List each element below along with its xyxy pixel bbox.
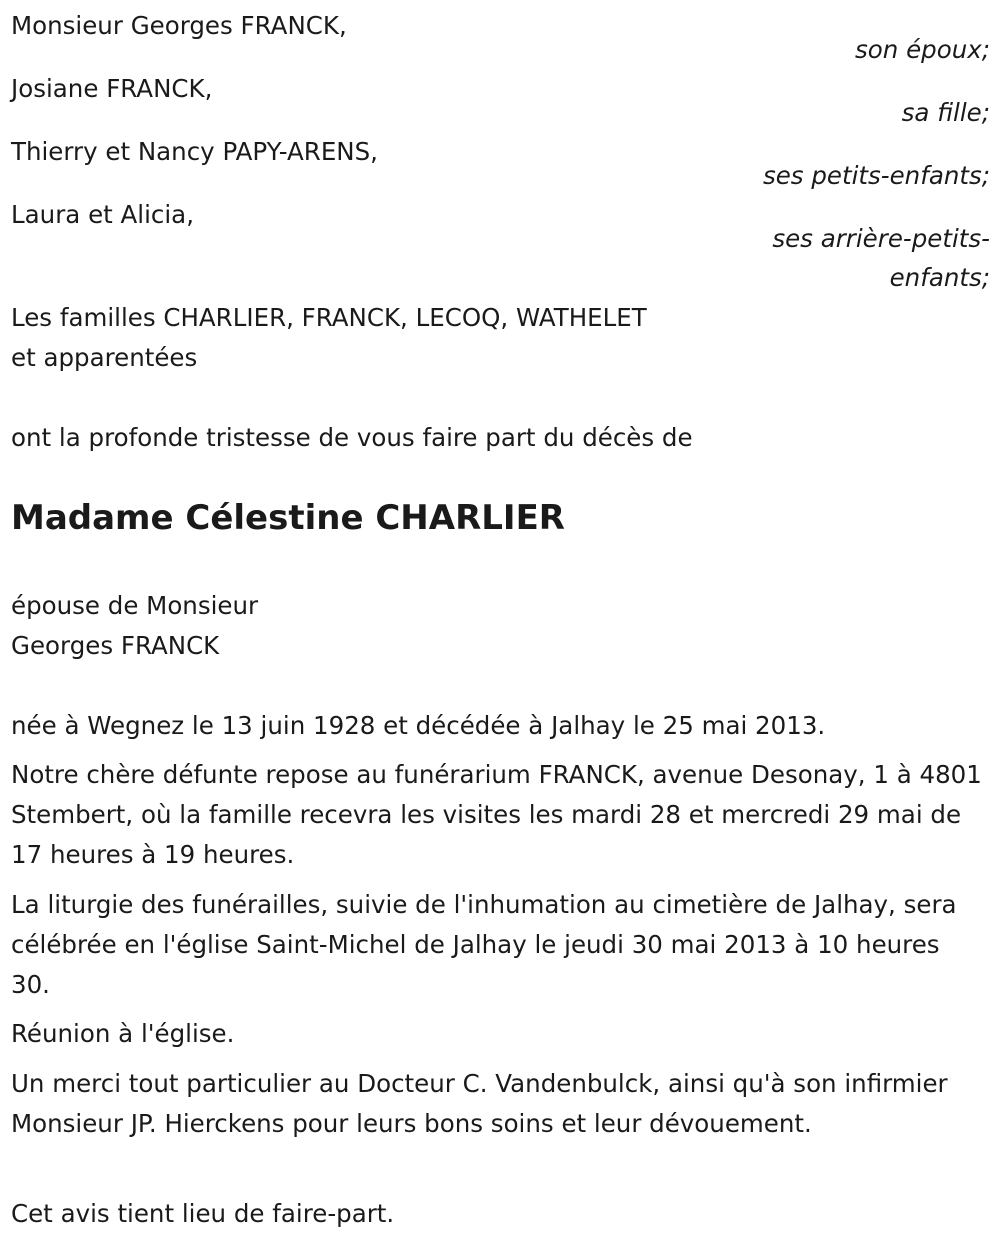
family-relation-2: sa fille; [901,98,990,127]
paragraph-meeting: Réunion à l'église. [11,1019,235,1048]
family-name-3: Thierry et Nancy PAPY-ARENS, [11,137,378,166]
spouse-line-1: épouse de Monsieur [11,591,259,620]
announcement: ont la profonde tristesse de vous faire part du décès de [11,423,693,452]
family-relation-3: ses petits-enfants; [762,161,990,190]
paragraph-liturgy: La liturgie des funérailles, suivie de l'inhumation au cimetière de Jalhay, sera célébrée en l'église Saint-Michel de Jalhay le jeudi 30 mai 2013 à 10 heures 30. [11,890,957,999]
spouse-line-2: Georges FRANCK [11,631,220,660]
family-relation-1: son époux; [855,35,990,64]
family-name-2: Josiane FRANCK, [11,74,213,103]
family-relation-4a: ses arrière-petits- [772,224,990,253]
family-relation-4b: enfants; [889,263,990,292]
paragraph-birth-death: née à Wegnez le 13 juin 1928 et décédée à Jalhay le 25 mai 2013. [11,711,826,740]
family-name-1: Monsieur Georges FRANCK, [11,11,347,40]
families-line-1: Les familles CHARLIER, FRANCK, LECOQ, WATHELET [11,303,647,332]
paragraph-thanks: Un merci tout particulier au Docteur C. Vandenbulck, ainsi qu'à son infirmier Monsieur JP. Hierckens pour leurs bons soins et leur dévouement. [11,1069,948,1138]
families-line-2: et apparentées [11,343,198,372]
deceased-name: Madame Célestine CHARLIER [11,498,565,538]
paragraph-funerarium: Notre chère défunte repose au funérarium FRANCK, avenue Desonay, 1 à 4801 Stembert, où la famille recevra les visites les mardi 28 et mercredi 29 mai de 17 heures à 19 heures. [11,760,982,869]
paragraph-notice: Cet avis tient lieu de faire-part. [11,1199,395,1228]
family-name-4: Laura et Alicia, [11,200,194,229]
